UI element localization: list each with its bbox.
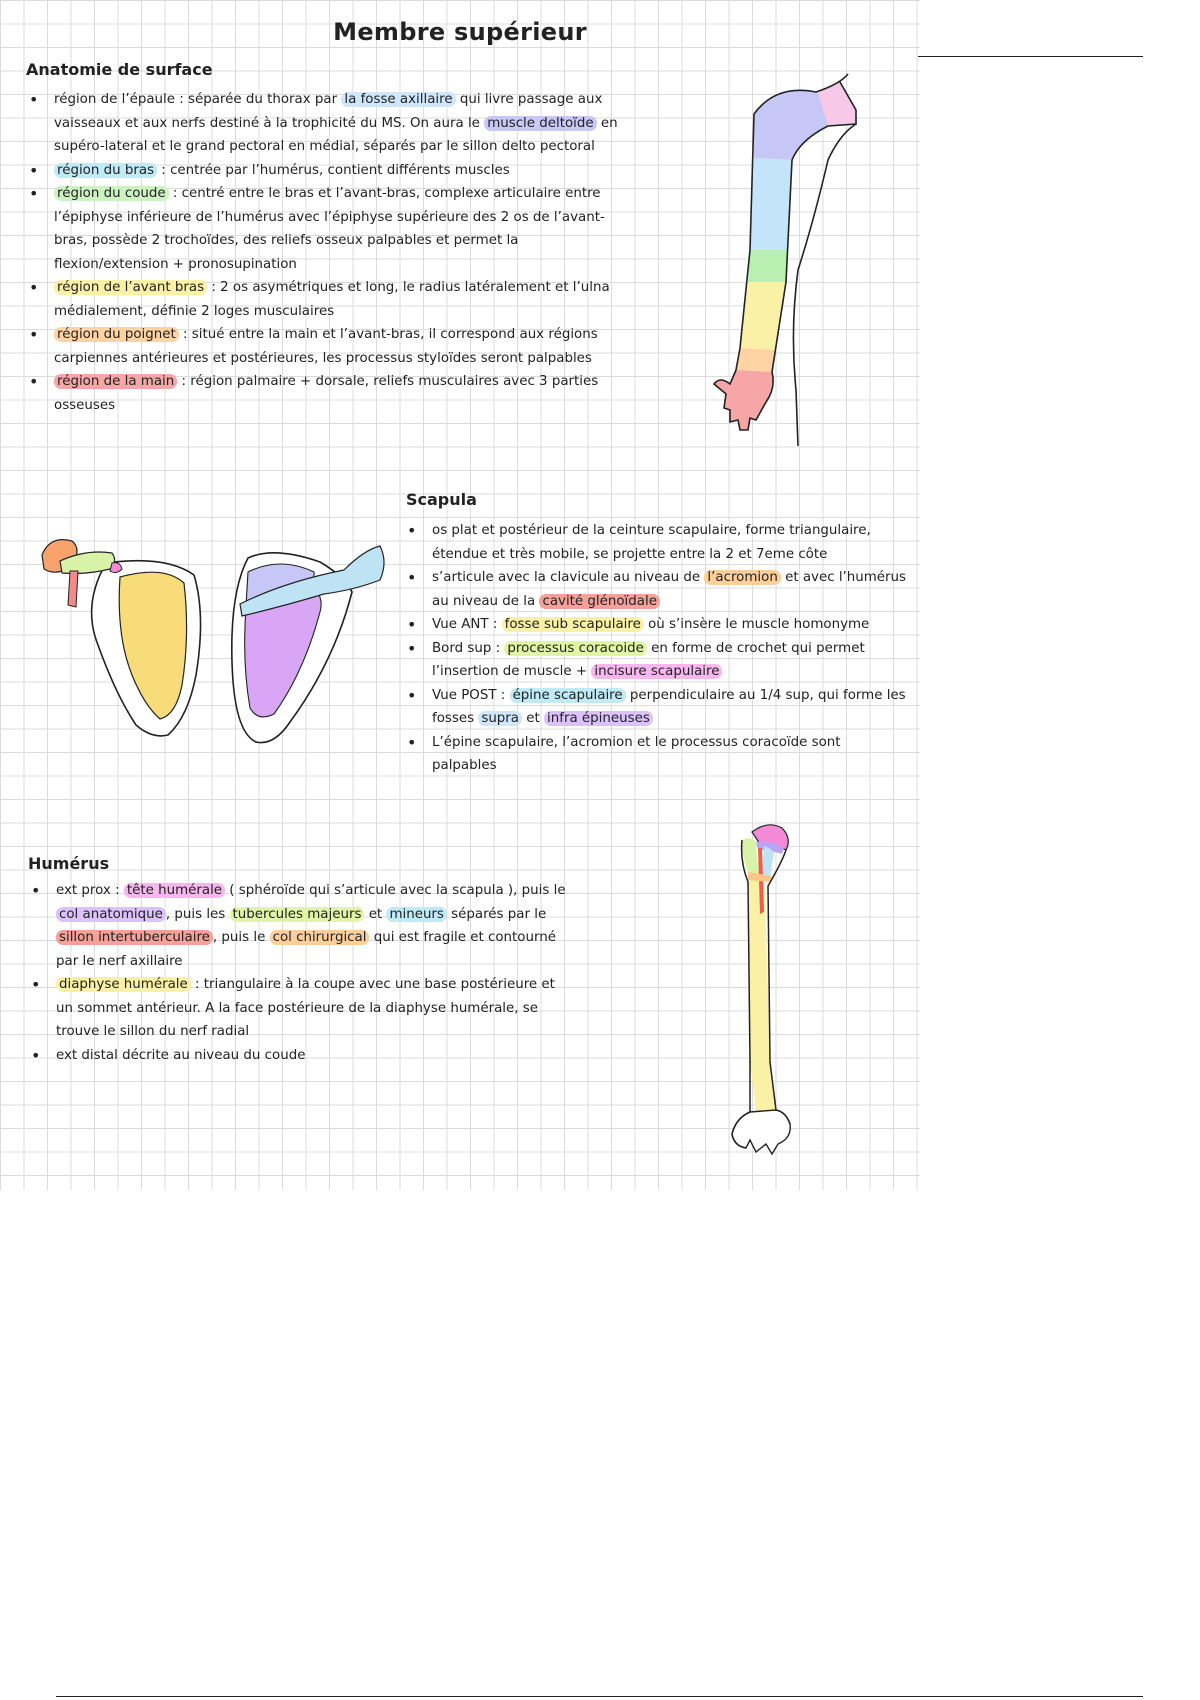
- note-text: ext distal décrite au niveau du coude: [56, 1047, 306, 1063]
- highlighted-term: sillon intertuberculaire: [56, 930, 213, 945]
- note-text: : région palmaire + dorsale, reliefs musculaires avec 3 parties osseuses: [54, 374, 599, 413]
- highlighted-term: région du coude: [54, 186, 169, 201]
- scapula-posterior-drawing: [224, 542, 399, 747]
- surface-item: [26, 370, 626, 417]
- note-text: en forme de crochet qui permet l’insertion de muscle +: [432, 640, 865, 679]
- note-text: Vue ANT :: [432, 617, 502, 632]
- note-text: os plat et postérieur de la ceinture scapulaire, forme triangulaire, étendue et très mobile, se projette entre la 2 et 7eme côte: [432, 523, 871, 562]
- shoulder-lavender-zone: [754, 90, 828, 160]
- highlighted-term: processus coracoide: [504, 641, 646, 656]
- highlighted-term: épine scapulaire: [510, 688, 626, 703]
- note-text: où s’insère le muscle homonyme: [643, 617, 870, 632]
- glenoid-cavity-red: [68, 571, 78, 607]
- note-text: , puis les: [165, 906, 230, 922]
- scapula-item: [404, 684, 909, 731]
- surface-item: [26, 323, 626, 370]
- humerus-heading: Humérus: [28, 854, 110, 873]
- arm-blue-zone: [750, 158, 792, 250]
- note-text: qui est fragile et contourné par le nerf axillaire: [56, 930, 556, 969]
- highlighted-term: région de l’avant bras: [54, 280, 207, 295]
- bottom-rule: [56, 1696, 1143, 1697]
- note-text: séparés par le: [446, 906, 547, 922]
- scapula-notes-list: [404, 519, 909, 778]
- scapula-item: [404, 731, 909, 778]
- highlighted-term: région du poignet: [54, 327, 179, 342]
- note-text: : 2 os asymétriques et long, le radius latéralement et l’ulna médialement, définie 2 loges musculaires: [54, 280, 610, 319]
- upper-limb-drawing: [690, 70, 890, 450]
- lesser-tubercle-cyan: [762, 846, 774, 878]
- humerus-item: [28, 1044, 573, 1068]
- highlighted-term: région du bras: [54, 163, 157, 178]
- note-text: : centrée par l’humérus, contient différents muscles: [157, 162, 510, 178]
- scapula-heading: Scapula: [406, 490, 477, 509]
- forearm-yellow-zone: [740, 282, 786, 350]
- highlighted-term: fosse sub scapulaire: [502, 617, 644, 632]
- note-text: région de l’épaule : séparée du thorax par: [54, 92, 342, 107]
- note-text: , puis le: [212, 930, 270, 945]
- hand-red-zone: [714, 370, 773, 430]
- highlighted-term: col anatomique: [56, 907, 166, 922]
- highlighted-term: supra: [478, 711, 522, 726]
- scapula-item: [404, 613, 909, 637]
- note-text: Bord sup :: [432, 640, 505, 656]
- surface-item: [26, 276, 626, 323]
- highlighted-term: tubercules majeurs: [230, 907, 365, 922]
- humerus-item: [28, 973, 573, 1044]
- humerus-item: [28, 879, 573, 973]
- highlighted-term: infra épineuses: [544, 711, 653, 726]
- page-title: Membre supérieur: [333, 18, 587, 46]
- wrist-orange-zone: [736, 348, 776, 372]
- note-text: L’épine scapulaire, l’acromion et le processus coracoïde sont palpables: [432, 734, 841, 773]
- highlighted-term: région de la main: [54, 374, 177, 389]
- humerus-notes-list: [28, 879, 573, 1067]
- surface-notes-list: [26, 88, 626, 417]
- note-text: : triangulaire à la coupe avec une base postérieure et un sommet antérieur. A la face postérieure de la diaphyse humérale, se trouve le sillon du nerf radial: [56, 977, 555, 1039]
- scapula-anterior-drawing: [36, 535, 211, 740]
- note-text: perpendiculaire au 1/4 sup, qui forme les fosses: [432, 687, 906, 726]
- note-text: ext prox :: [56, 883, 124, 898]
- note-text: Vue POST :: [432, 687, 510, 703]
- note-text: en supéro-lateral et le grand pectoral en médial, séparés par le sillon delto pectoral: [54, 115, 618, 154]
- distal-end-white: [732, 1110, 790, 1154]
- elbow-green-zone: [748, 250, 788, 282]
- highlighted-term: la fosse axillaire: [341, 92, 455, 107]
- surface-item: [26, 159, 626, 183]
- note-text: et: [364, 906, 387, 922]
- highlighted-term: muscle deltoïde: [484, 116, 596, 131]
- note-text: : situé entre la main et l’avant-bras, il correspond aux régions carpiennes antérieures et postérieures, les processus styloïdes seront palpables: [54, 327, 598, 366]
- note-text: ( sphéroïde qui s’articule avec la scapula ), puis le: [225, 883, 566, 898]
- note-text: et avec l’humérus au niveau de la: [432, 570, 907, 609]
- surface-item: [26, 182, 626, 276]
- highlighted-term: col chirurgical: [270, 930, 370, 945]
- highlighted-term: incisure scapulaire: [591, 664, 722, 679]
- surface-heading: Anatomie de surface: [26, 60, 213, 79]
- note-text: s’articule avec la clavicule au niveau de: [432, 570, 705, 585]
- scapula-item: [404, 519, 909, 566]
- humerus-drawing: [720, 822, 820, 1167]
- highlighted-term: cavité glénoïdale: [539, 594, 659, 609]
- note-text: qui livre passage aux vaisseaux et aux nerfs destiné à la trophicité du MS. On aura le: [54, 92, 603, 131]
- top-right-rule: [918, 56, 1143, 57]
- scapula-item: [404, 637, 909, 684]
- note-text: et: [522, 711, 545, 726]
- scapula-item: [404, 566, 909, 613]
- highlighted-term: mineurs: [386, 907, 446, 922]
- highlighted-term: tête humérale: [124, 883, 225, 898]
- surface-item: [26, 88, 626, 159]
- highlighted-term: l’acromion: [704, 570, 780, 585]
- torso-outline: [793, 124, 856, 446]
- note-text: : centré entre le bras et l’avant-bras, complexe articulaire entre l’épiphyse inférieure de l’humérus avec l’épiphyse supérieure des 2 os de l’avant-bras, possède 2 trochoïdes, des reliefs osseux palpables et permet la flexion/extension + pronosupination: [54, 186, 605, 272]
- highlighted-term: diaphyse humérale: [56, 977, 191, 992]
